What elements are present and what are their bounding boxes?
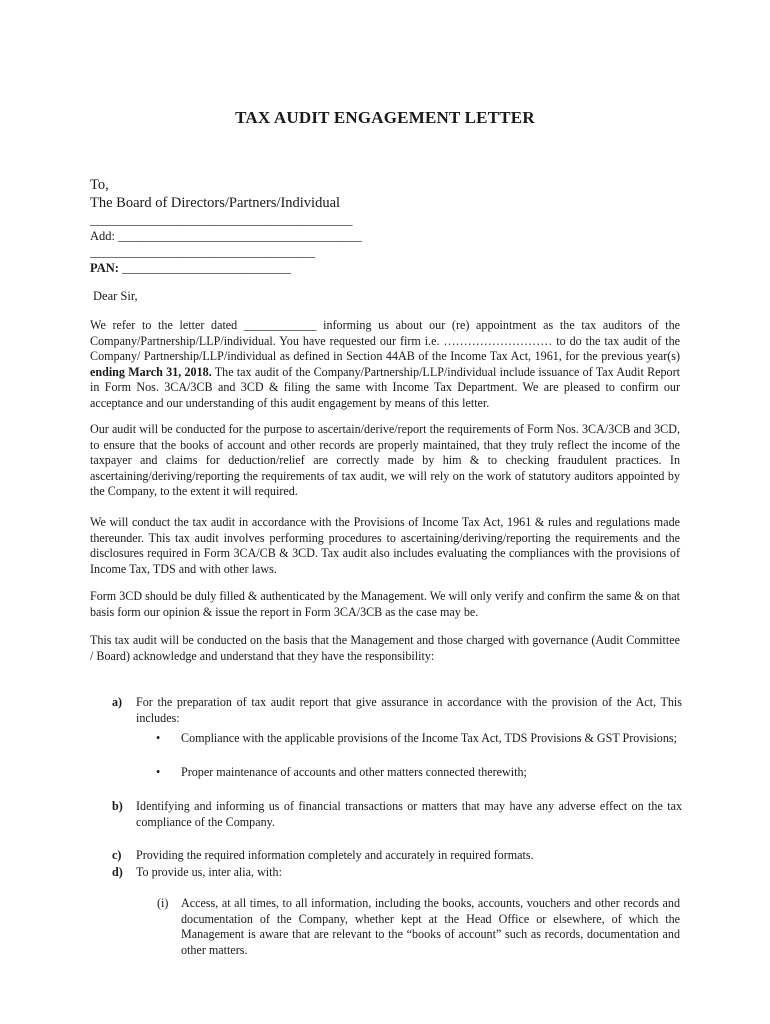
paragraph-audit-purpose: Our audit will be conducted for the purpose to ascertain/derive/report the requirements of Form Nos. 3CA/3CB and 3CD, to ensure that the books of account and other records are properly maintained, that they truly reflect the income of the taxpayer and claims for deduction/relief are correctly made by him & to checking fraudulent practices. In ascertaining/deriving/reporting the requirements of tax audit, we will rely on the work of statutory auditors appointed by the Company, to the extent it will required. xyxy=(90,422,680,499)
paragraph-form-3cd: Form 3CD should be duly filled & authenticated by the Management. We will only verify and confirm the same & on that basis form our opinion & issue the report in Form 3CA/3CB as the case may be. xyxy=(90,589,680,619)
bullet-item xyxy=(156,765,680,781)
paragraph-responsibility: This tax audit will be conducted on the basis that the Management and those charged with governance (Audit Committee / Board) acknowledge and understand that they have the responsibility: xyxy=(90,633,680,663)
year-end-bold: ending March 31, 2018. xyxy=(90,364,212,379)
bullet-icon: • xyxy=(156,765,161,779)
item-marker: c) xyxy=(112,848,122,862)
item-marker: d) xyxy=(112,865,123,879)
pan-line xyxy=(90,260,362,276)
item-text: To provide us, inter alia, with: xyxy=(136,865,282,879)
blank-line-2: ____________________________________ xyxy=(90,245,315,259)
bullet-text: Proper maintenance of accounts and other matters connected therewith; xyxy=(181,765,527,779)
address-block xyxy=(90,176,362,276)
list-item xyxy=(112,848,682,864)
list-item xyxy=(112,799,682,830)
to-line: To, xyxy=(90,177,109,193)
sub-item-marker: (i) xyxy=(157,896,169,910)
address-line: Add: _______________________________________ xyxy=(90,229,362,243)
paragraph-engagement-text-2: The tax audit of the Company/Partnership/LLP/individual include issuance of Tax Audit Report in Form Nos. 3CA/3CB and 3CD & filing the same with Income Tax Department. We are pleased to confirm our acceptance and our understanding of this audit engagement by means of this letter. xyxy=(90,364,680,410)
sub-item-text: Access, at all times, to all information, including the books, accounts, vouchers and other records and documentation of the Company, whether kept at the Head Office or elsewhere, of which the Management is aware that are relevant to the “books of account” such as records, documentation and other matters. xyxy=(181,896,680,957)
sub-item xyxy=(157,896,680,958)
blank-line-1: __________________________________________ xyxy=(90,213,353,227)
salutation: Dear Sir, xyxy=(93,289,138,303)
bullet-item xyxy=(156,731,680,747)
pan-blank: ___________________________ xyxy=(118,261,291,275)
pan-label: PAN: xyxy=(90,261,119,275)
item-text: Providing the required information completely and accurately in required formats. xyxy=(136,848,534,862)
list-item xyxy=(112,695,682,726)
item-text: Identifying and informing us of financial transactions or matters that may have any adverse effect on the tax compliance of the Company. xyxy=(136,799,682,829)
bullet-icon: • xyxy=(156,731,161,745)
item-text: For the preparation of tax audit report that give assurance in accordance with the provision of the Act, This includes: xyxy=(136,695,682,725)
letter-title: TAX AUDIT ENGAGEMENT LETTER xyxy=(235,108,535,127)
paragraph-engagement-text: We refer to the letter dated ____________ informing us about our (re) appointment as the tax auditors of the Company/Partnership/LLP/individual. You have requested our firm i.e. ……………………… to do the tax audit of the Company/ Partnership/LLP/individual as defined in Section 44AB of the Income Tax Act, 1961, for the previous year(s) xyxy=(90,318,680,364)
recipient-line: The Board of Directors/Partners/Individual xyxy=(90,195,341,211)
item-marker: b) xyxy=(112,799,123,813)
item-marker: a) xyxy=(112,695,123,709)
paragraph-engagement xyxy=(90,318,680,412)
list-item xyxy=(112,865,682,881)
bullet-text: Compliance with the applicable provisions of the Income Tax Act, TDS Provisions & GST Provisions; xyxy=(181,731,677,745)
paragraph-audit-conduct: We will conduct the tax audit in accordance with the Provisions of Income Tax Act, 1961 & rules and regulations made thereunder. This tax audit involves performing procedures to ascertaining/deriving/reporting the requirements and the disclosures required in Form 3CA/CB & 3CD. Tax audit also includes evaluating the compliances with the provisions of Income Tax, TDS and with other laws. xyxy=(90,515,680,576)
